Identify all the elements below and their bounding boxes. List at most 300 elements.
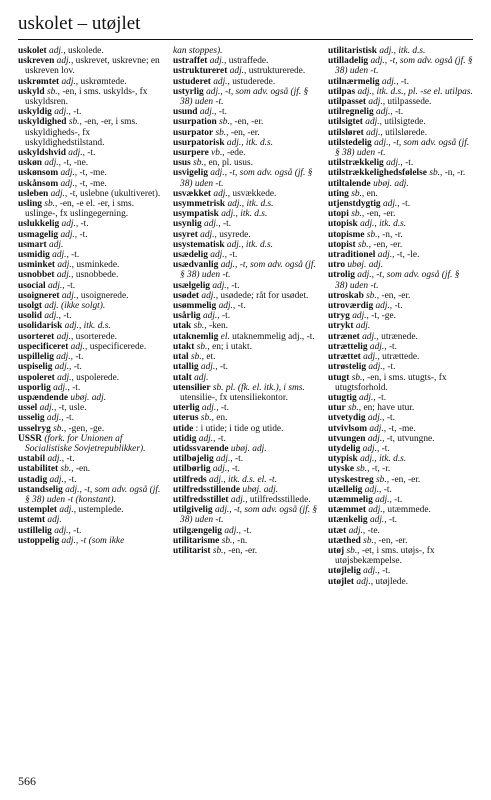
grammar-label: adj.,: [368, 505, 386, 516]
grammar-label: sb.,: [363, 535, 377, 546]
definition-text: utensilie-, fx utensiliekontor.: [180, 392, 288, 403]
grammar-label: adj.,: [54, 107, 71, 118]
definition-text: -en, -er.: [376, 535, 408, 546]
dictionary-entry: [173, 281, 318, 291]
grammar-label: adj.,: [215, 454, 233, 465]
dictionary-entry: [18, 373, 163, 383]
grammar-label: sb.,: [346, 545, 360, 556]
dictionary-entry: [328, 240, 473, 250]
headword: utilgængelig: [173, 525, 222, 536]
grammar-label: adj.,: [381, 76, 399, 87]
dictionary-entry: [18, 219, 163, 229]
page-number: 566: [18, 774, 36, 788]
definition-text: -t.: [63, 413, 75, 424]
grammar-label: adj., -t, som adv. også (jf. § 38) uden -t.: [335, 270, 460, 291]
grammar-label: adj., -t, som adv. også (jf. § 38) uden -t.: [335, 56, 473, 77]
definition-text: -t.: [381, 484, 392, 495]
dictionary-entry: [18, 342, 163, 352]
headword: utyskestreg: [328, 474, 374, 485]
grammar-label: adj.,: [369, 341, 387, 352]
grammar-label: adj.,: [56, 331, 74, 342]
grammar-label: adj.,: [367, 433, 385, 444]
grammar-label: adj.,: [47, 280, 65, 291]
dictionary-entry: [173, 230, 318, 240]
headword: utilfredsstillende: [173, 484, 241, 495]
dictionary-entry: [328, 250, 473, 260]
headword: utilsløret: [328, 127, 364, 138]
headword: utilfreds: [173, 474, 207, 485]
dictionary-entry: [328, 495, 473, 505]
headword: utur: [328, 403, 346, 414]
headword: utopisme: [328, 229, 365, 240]
definition-text: -t.: [70, 525, 82, 536]
definition-text: utilsigtede.: [381, 117, 426, 128]
dictionary-entry: [18, 424, 163, 434]
definition-text: -t.: [72, 352, 84, 363]
dictionary-entry: [18, 240, 163, 250]
grammar-label: sb.,: [60, 464, 74, 475]
dictionary-entry: [18, 117, 163, 148]
definition-text: -t, uslebne (ukultiveret).: [67, 188, 161, 199]
definition-text: uskrevet, uskrevne; en uskreven lov.: [25, 56, 160, 77]
definition-text: -t.: [77, 229, 88, 240]
grammar-label: sb.,: [356, 464, 370, 475]
headword: usselig: [18, 413, 45, 424]
dictionary-entry: [18, 46, 163, 56]
grammar-label: sb.,: [366, 290, 380, 301]
definition-text: : i utide; i tide og utide.: [195, 423, 284, 434]
definition-text: usyrede.: [216, 229, 251, 240]
dictionary-entry: [328, 219, 473, 229]
definition-text: -t.: [78, 219, 89, 230]
headword: usømmelig: [173, 301, 217, 312]
headword: utilnærmelig: [328, 76, 380, 87]
dictionary-entry: [173, 128, 318, 138]
definition-text: -t.: [68, 250, 80, 261]
headword: uslukkelig: [18, 219, 60, 230]
dictionary-entry: [328, 342, 473, 352]
dictionary-entry: [18, 321, 163, 331]
headword: utakt: [173, 341, 195, 352]
headword: usædelig: [173, 250, 208, 261]
headword: uspiselig: [18, 362, 53, 373]
definition-text: usminkede.: [74, 260, 120, 271]
headword: ustruktureret: [173, 66, 228, 77]
grammar-label: kan stoppes).: [173, 46, 223, 56]
definition-text: ustemplede.: [76, 505, 124, 516]
grammar-label: adj.,: [202, 311, 220, 322]
headword: utypisk: [328, 454, 358, 465]
dictionary-entry: [18, 56, 163, 76]
grammar-label: adj.,: [377, 250, 395, 261]
definition-text: -en.: [73, 464, 91, 475]
grammar-label: adj.,: [386, 158, 403, 169]
definition-text: -t.: [379, 443, 390, 454]
grammar-label: sb.,: [212, 545, 226, 556]
grammar-label: vb.,: [211, 148, 225, 159]
dictionary-entry: [328, 566, 473, 576]
grammar-label: adj.,: [54, 525, 71, 536]
grammar-label: adj.,: [46, 413, 64, 424]
dictionary-entry: [18, 291, 163, 301]
definition-text: -t.: [375, 392, 387, 403]
definition-text: usvækkede.: [230, 188, 277, 199]
dictionary-entry: [18, 77, 163, 87]
headword: uskyldig: [18, 107, 52, 118]
grammar-label: adj.,: [56, 56, 74, 67]
grammar-label: adj., itk. d.s.: [360, 219, 407, 230]
dictionary-entry: [173, 107, 318, 117]
headword: utraditionel: [328, 250, 376, 261]
grammar-label: adj. (ikke solgt).: [44, 301, 106, 312]
definition-text: -t, -ne.: [61, 158, 89, 169]
grammar-label: sb. pl. (fk. el. itk.), i sms.: [212, 382, 305, 393]
header-rule: [18, 39, 473, 40]
grammar-label: adj.,: [348, 525, 366, 536]
headword: utilpasset: [328, 97, 367, 108]
definition-text: uskolede.: [65, 46, 104, 56]
grammar-label: (fork. for Unionen af Socialistiske Sovjetrepublikker).: [25, 433, 146, 454]
dictionary-entry: [328, 311, 473, 321]
definition-text: -t.: [218, 403, 229, 414]
grammar-label: adj.,: [44, 158, 61, 169]
dictionary-entry: [173, 189, 318, 199]
headword: ustoppelig: [18, 535, 60, 546]
dictionary-entry: [173, 362, 318, 372]
headword: utydelig: [328, 443, 361, 454]
definition-text: -et, i sms. utøjs-, fx utøjsbekæmpelse.: [335, 545, 435, 567]
definition-text: -en, -er.: [389, 474, 421, 485]
page-title: uskolet – utøjlet: [18, 13, 141, 34]
page-header: [18, 12, 473, 36]
headword: usolid: [18, 311, 42, 322]
dictionary-entry: [173, 475, 318, 485]
dictionary-entry: [173, 546, 318, 556]
grammar-label: sb.,: [53, 423, 67, 434]
dictionary-entry: [328, 270, 473, 290]
dictionary-entry: [18, 158, 163, 168]
headword: utøj: [328, 545, 345, 556]
definition-text: en, pl. usus.: [206, 158, 253, 169]
definition-text: ustraffede.: [226, 56, 269, 67]
dictionary-entry: [18, 454, 163, 464]
dictionary-entry: [18, 189, 163, 199]
headword: usminket: [18, 260, 55, 271]
headword: utrættet: [328, 352, 361, 363]
dictionary-entry: [18, 362, 163, 372]
definition-text: -en, -er.: [228, 127, 260, 138]
grammar-label: adj.,: [199, 107, 217, 118]
grammar-label: sb.,: [193, 321, 207, 332]
headword: ussel: [18, 403, 38, 414]
headword: uskreven: [18, 56, 55, 67]
dictionary-entry: [173, 536, 318, 546]
headword: utallig: [173, 362, 199, 373]
dictionary-entry: [328, 485, 473, 495]
headword: utrættelig: [328, 341, 368, 352]
headword: utæmmelig: [328, 494, 373, 505]
definition-text: -n, -r.: [442, 168, 466, 179]
dictionary-entry: [328, 403, 473, 413]
definition-text: -t.: [61, 311, 72, 322]
headword: ustemplet: [18, 505, 58, 516]
grammar-label: adj.,: [356, 576, 374, 587]
headword: usmagelig: [18, 229, 59, 240]
definition-text: utrættede.: [379, 352, 420, 363]
grammar-label: adj., -t (som ikke: [61, 535, 125, 546]
grammar-label: sb.,: [429, 168, 443, 179]
grammar-label: adj., itk. d.s., pl. -se el. utilpas.: [357, 86, 473, 97]
definition-text: utrænede.: [378, 331, 418, 342]
definition-text: en; have utur.: [361, 403, 415, 414]
headword: utrænet: [328, 331, 360, 342]
grammar-label: adj., -t, som adv. også (jf. § 38) uden -t.: [180, 168, 313, 189]
grammar-label: adj.,: [60, 229, 78, 240]
definition-text: -t.: [220, 219, 232, 230]
definition-text: -t.: [379, 566, 391, 577]
dictionary-entry: [173, 301, 318, 311]
grammar-label: adj.,: [61, 290, 79, 301]
grammar-label: adj.,: [68, 148, 85, 159]
headword: utænkelig: [328, 515, 368, 526]
definition-text: usorterede.: [73, 331, 118, 342]
dictionary-entry: [328, 87, 473, 97]
grammar-label: adj.,: [369, 515, 387, 526]
grammar-label: adj.,: [49, 46, 66, 56]
dictionary-entry: [173, 332, 318, 342]
headword: utidig: [173, 433, 197, 444]
headword: usocial: [18, 280, 46, 291]
headword: utvivlsom: [328, 423, 368, 434]
headword: usårlig: [173, 311, 201, 322]
definition-text: usødede; råt for usødet.: [218, 290, 309, 301]
grammar-label: adj.,: [376, 107, 393, 118]
grammar-label: sb.,: [68, 117, 82, 128]
dictionary-entry: [328, 464, 473, 474]
dictionary-entry: [173, 199, 318, 209]
dictionary-entry: [173, 434, 318, 444]
definition-text: -t.: [384, 413, 395, 424]
dictionary-entry: [328, 424, 473, 434]
definition-text: -t.: [386, 515, 398, 526]
grammar-label: sb.,: [351, 209, 365, 220]
grammar-label: adj., -t, som adv. også (jf. § 38) uden -t.: [335, 137, 470, 159]
headword: usling: [18, 199, 42, 210]
headword: utilladelig: [328, 56, 369, 67]
dictionary-entry: [328, 77, 473, 87]
definition-text: usoignerede.: [78, 290, 129, 301]
headword: usælgelig: [173, 280, 210, 291]
dictionary-entry: [173, 311, 318, 321]
dictionary-entry: [328, 97, 473, 107]
definition-text: -ken.: [206, 321, 228, 332]
dictionary-entry: [328, 546, 473, 566]
headword: uskrømtet: [18, 76, 60, 87]
headword: utroskab: [328, 290, 364, 301]
grammar-label: adj.,: [204, 219, 221, 230]
dictionary-entry: [173, 485, 318, 495]
definition-text: -t.: [66, 474, 77, 485]
dictionary-entry: [328, 168, 473, 178]
grammar-label: adj.,: [49, 474, 67, 485]
grammar-label: adj.,: [212, 280, 229, 291]
dictionary-entry: [18, 270, 163, 280]
grammar-label: adj.,: [375, 494, 392, 505]
headword: usvækket: [173, 188, 212, 199]
headword: uting: [328, 188, 349, 199]
definition-text: -t.: [64, 454, 75, 465]
grammar-label: adj.,: [375, 301, 393, 312]
headword: uskånsom: [18, 178, 59, 189]
dictionary-entry: [173, 66, 318, 76]
grammar-label: adj.,: [352, 311, 369, 322]
dictionary-entry: [18, 434, 163, 454]
headword: ustemt: [18, 515, 46, 526]
grammar-label: sb.,: [357, 239, 371, 250]
dictionary-entry: [18, 526, 163, 536]
headword: ustandselig: [18, 484, 63, 495]
headword: utilsigtet: [328, 117, 363, 128]
grammar-label: adj.,: [54, 362, 72, 373]
dictionary-entry: [173, 56, 318, 66]
headword: usolgt: [18, 301, 42, 312]
headword: usædvanlig: [173, 260, 219, 271]
headword: usolidarisk: [18, 321, 63, 332]
headword: utvungen: [328, 433, 366, 444]
headword: utrykt: [328, 321, 354, 332]
grammar-label: adj.,: [56, 352, 73, 363]
dictionary-entry: [173, 77, 318, 87]
grammar-label: sb.,: [366, 229, 380, 240]
grammar-label: adj.,: [59, 505, 77, 516]
grammar-label: adj.,: [47, 454, 65, 465]
definition-text: -t.: [398, 76, 409, 87]
headword: utyske: [328, 464, 355, 475]
grammar-label: sb.,: [351, 188, 365, 199]
headword: utide: [173, 423, 194, 434]
headword: uspændende: [18, 392, 69, 403]
definition-text: -en, i sms. utugts-, fx utugtsforhold.: [335, 372, 447, 393]
definition-text: -en, -er.: [379, 290, 411, 301]
grammar-label: adj.,: [218, 301, 236, 312]
dictionary-entry: [328, 321, 473, 331]
headword: usvigelig: [173, 168, 208, 179]
grammar-label: adj.,: [210, 250, 227, 261]
definition-text: -t, -le.: [394, 250, 420, 261]
definition-text: -t.: [71, 362, 82, 373]
headword: utilbørlig: [173, 464, 211, 475]
grammar-label: adj.,: [359, 392, 376, 403]
dictionary-entry: [328, 189, 473, 199]
grammar-label: sb.,: [351, 372, 365, 383]
dictionary-entry: [18, 505, 163, 515]
dictionary-entry: [173, 444, 318, 454]
grammar-label: sb.,: [221, 535, 235, 546]
dictionary-entry: [18, 230, 163, 240]
grammar-label: adj., itk. d.s.: [227, 199, 274, 210]
headword: utøjlet: [328, 576, 355, 587]
headword: utilitarisme: [173, 535, 220, 546]
dictionary-entry: [173, 373, 318, 383]
headword: usurpation: [173, 117, 217, 128]
headword: utøjlelig: [328, 566, 361, 577]
headword: utroværdig: [328, 301, 374, 312]
headword: utæt: [328, 525, 347, 536]
headword: ustuderet: [173, 76, 211, 87]
definition-text: -n.: [234, 535, 248, 546]
grammar-label: adj.,: [224, 525, 241, 536]
grammar-label: ubøj. adj.: [373, 178, 409, 189]
dictionary-entry: [173, 526, 318, 536]
headword: utopisk: [328, 219, 358, 230]
dictionary-entry: [328, 179, 473, 189]
definition-text: uspolerede.: [73, 372, 120, 383]
dictionary-entry: [18, 311, 163, 321]
grammar-label: adj.,: [362, 443, 380, 454]
headword: usporlig: [18, 382, 51, 393]
grammar-label: el.: [220, 331, 230, 342]
definition-text: -t, -me.: [77, 168, 107, 179]
dictionary-entry: [328, 413, 473, 423]
dictionary-entry: [173, 219, 318, 229]
definition-text: -te.: [365, 525, 380, 536]
definition-text: -t.: [391, 494, 403, 505]
definition-text: -en, -er.: [225, 545, 258, 556]
grammar-label: adj., itk. d.s.: [226, 137, 274, 148]
dictionary-entry: [173, 321, 318, 331]
dictionary-entry: [173, 424, 318, 434]
grammar-label: adj.,: [60, 168, 78, 179]
dictionary-entry: [18, 332, 163, 342]
headword: utryg: [328, 311, 350, 322]
definition-text: utilpassede.: [385, 97, 432, 108]
headword: uterlig: [173, 403, 200, 414]
dictionary-entry: [18, 301, 163, 311]
headword: USSR: [18, 433, 42, 444]
column-3: [328, 46, 473, 774]
dictionary-entry: [328, 526, 473, 536]
grammar-label: adj.,: [213, 188, 231, 199]
headword: utilregnelig: [328, 107, 374, 118]
headword: ustyrlig: [173, 86, 204, 97]
dictionary-entry: [173, 342, 318, 352]
definition-text: -gen, -ge.: [66, 423, 105, 434]
grammar-label: ubøj. adj.: [230, 443, 267, 454]
headword: usmidig: [18, 250, 50, 261]
definition-text: -t.: [385, 362, 396, 373]
headword: utugtig: [328, 392, 357, 403]
definition-text: -t, -r.: [369, 464, 391, 475]
headword: utrolig: [328, 270, 355, 281]
dictionary-entry: [328, 577, 473, 587]
definition-text: utilfredsstillede.: [247, 494, 311, 505]
definition-text: et.: [204, 352, 216, 363]
grammar-label: adj., itk. d.s.: [64, 321, 111, 332]
definition-text: utaknemmelig adj., -t.: [229, 331, 315, 342]
definition-text: -n, -r.: [379, 229, 403, 240]
headword: utæmmet: [328, 505, 367, 516]
headword: utiltalende: [328, 178, 371, 189]
headword: utilitarist: [173, 545, 211, 556]
headword: usurpere: [173, 148, 209, 159]
dictionary-entry: [328, 332, 473, 342]
dictionary-entry: [173, 495, 318, 505]
dictionary-entry: [18, 413, 163, 423]
definition-text: -t.: [229, 280, 240, 291]
definition-text: -t, -me.: [77, 178, 107, 189]
headword: usymmetrisk: [173, 199, 226, 210]
grammar-label: adj.,: [369, 423, 387, 434]
